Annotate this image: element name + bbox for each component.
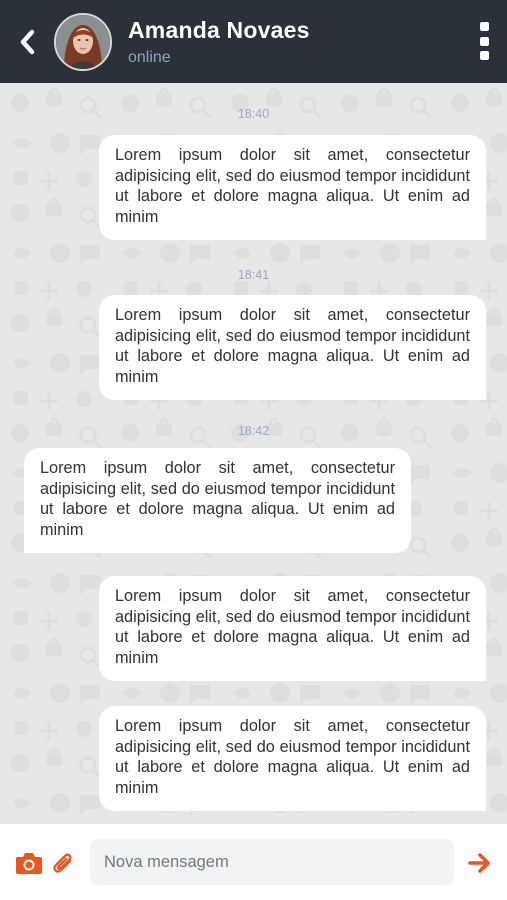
message-timestamp: 18:42 [237,424,270,438]
incoming-message[interactable]: Lorem ipsum dolor sit amet, consectetur adipisicing elit, sed do eiusmod tempor incididunt ut labore et dolore magna aliqua. Ut enim ad minim [24,448,411,553]
outgoing-message[interactable]: Lorem ipsum dolor sit amet, consectetur adipisicing elit, sed do eiusmod tempor incididunt ut labore et dolore magna aliqua. Ut enim ad minim [99,295,486,400]
paperclip-icon[interactable] [52,850,74,876]
message-list[interactable] [0,83,507,823]
message-input[interactable] [90,839,454,885]
outgoing-message[interactable]: Lorem ipsum dolor sit amet, consectetur adipisicing elit, sed do eiusmod tempor incididunt ut labore et dolore magna aliqua. Ut enim ad minim [99,576,486,681]
camera-icon[interactable] [15,851,43,875]
contact-avatar[interactable] [54,13,112,71]
back-button[interactable] [0,0,54,83]
contact-name: Amanda Novaes [128,16,310,43]
more-vertical-icon [480,22,489,31]
chat-header [0,0,507,83]
chevron-left-icon [17,29,37,55]
outgoing-message[interactable]: Lorem ipsum dolor sit amet, consectetur adipisicing elit, sed do eiusmod tempor incididunt ut labore et dolore magna aliqua. Ut enim ad minim [99,135,486,240]
outgoing-message[interactable]: Lorem ipsum dolor sit amet, consectetur adipisicing elit, sed do eiusmod tempor incididunt ut labore et dolore magna aliqua. Ut enim ad minim [99,706,486,811]
arrow-right-icon[interactable] [468,852,492,874]
message-composer [0,823,507,900]
contact-status: online [128,48,171,66]
message-timestamp: 18:40 [237,107,270,121]
more-options-button[interactable] [477,22,491,60]
message-timestamp: 18:41 [237,268,270,282]
contact-info[interactable] [128,17,310,67]
